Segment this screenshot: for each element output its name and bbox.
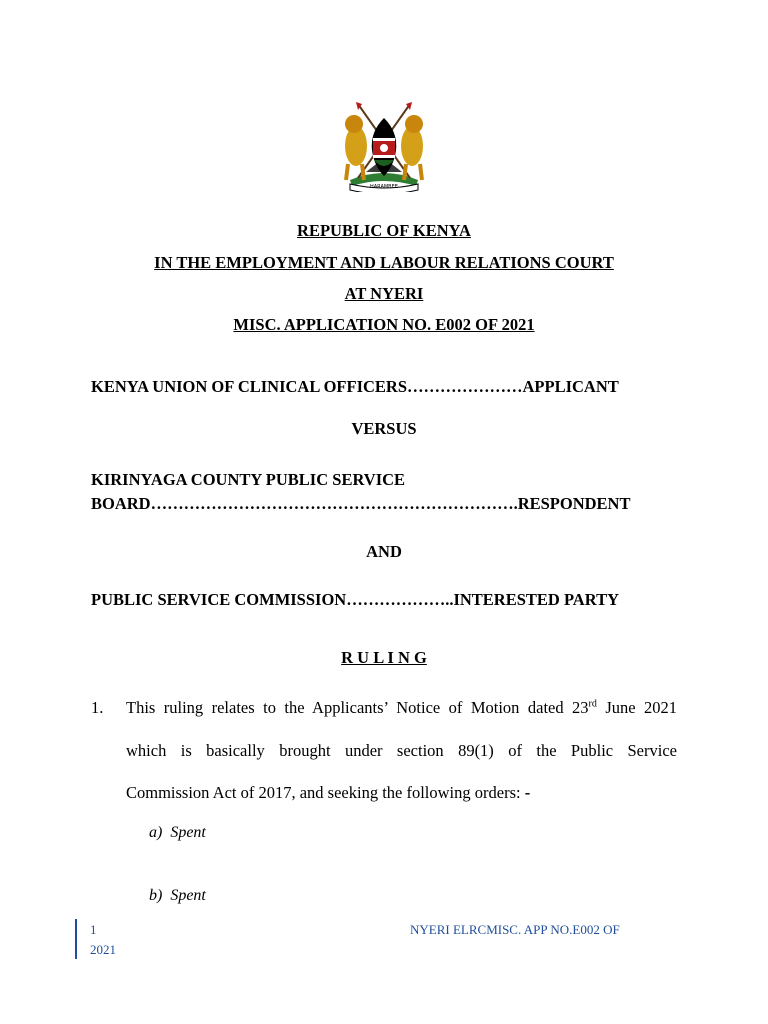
order-item: [149, 824, 206, 842]
header-republic: REPUBLIC OF KENYA: [297, 221, 471, 240]
order-label: a): [149, 824, 163, 841]
party-applicant: KENYA UNION OF CLINICAL OFFICERS…………………APPLICANT: [91, 377, 619, 396]
and-label: AND: [366, 542, 402, 561]
ordinal-suffix: rd: [588, 698, 597, 710]
header-court: IN THE EMPLOYMENT AND LABOUR RELATIONS COURT: [154, 253, 614, 272]
order-item: [149, 887, 206, 905]
order-label: b): [149, 887, 163, 904]
order-text: Spent: [170, 887, 206, 904]
party-respondent-line2: BOARD………………………………………………………….RESPONDENT: [91, 494, 631, 513]
footer-rule: [75, 919, 77, 959]
paragraph-line1-date: June 2021: [596, 698, 678, 717]
seal-motto: HARAMBEE: [370, 184, 398, 190]
ruling-title: R U L I N G: [341, 648, 427, 667]
footer-citation: NYERI ELRCMISC. APP NO.E002 OF: [410, 922, 620, 937]
header-location: AT NYERI: [344, 284, 424, 303]
party-interested: PUBLIC SERVICE COMMISSION………………..INTERESTED PARTY: [91, 590, 619, 609]
paragraph-line3: [126, 783, 677, 803]
order-text: Spent: [170, 824, 206, 841]
paragraph-line2: which is basically brought under section 89(1) of the Public Service: [126, 741, 677, 760]
kenya-coat-of-arms-icon: [336, 100, 432, 192]
party-respondent-line1: KIRINYAGA COUNTY PUBLIC SERVICE: [91, 470, 406, 489]
paragraph-line1-text: This ruling relates to the Applicants’ Notice of Motion dated 23: [126, 698, 589, 717]
footer-page-number: 1: [90, 922, 97, 937]
versus-label: VERSUS: [351, 419, 417, 438]
coat-of-arms-seal: [336, 100, 432, 192]
header-case-number: MISC. APPLICATION NO. E002 OF 2021: [233, 315, 535, 334]
paragraph-line1: [126, 698, 677, 718]
paragraph-number: 1.: [91, 698, 104, 717]
paragraph-line3-text: Commission Act of 2017, and seeking the following orders:: [126, 783, 525, 802]
footer-citation-cont: 2021: [90, 942, 116, 957]
paragraph-line3-dash: -: [524, 783, 531, 802]
